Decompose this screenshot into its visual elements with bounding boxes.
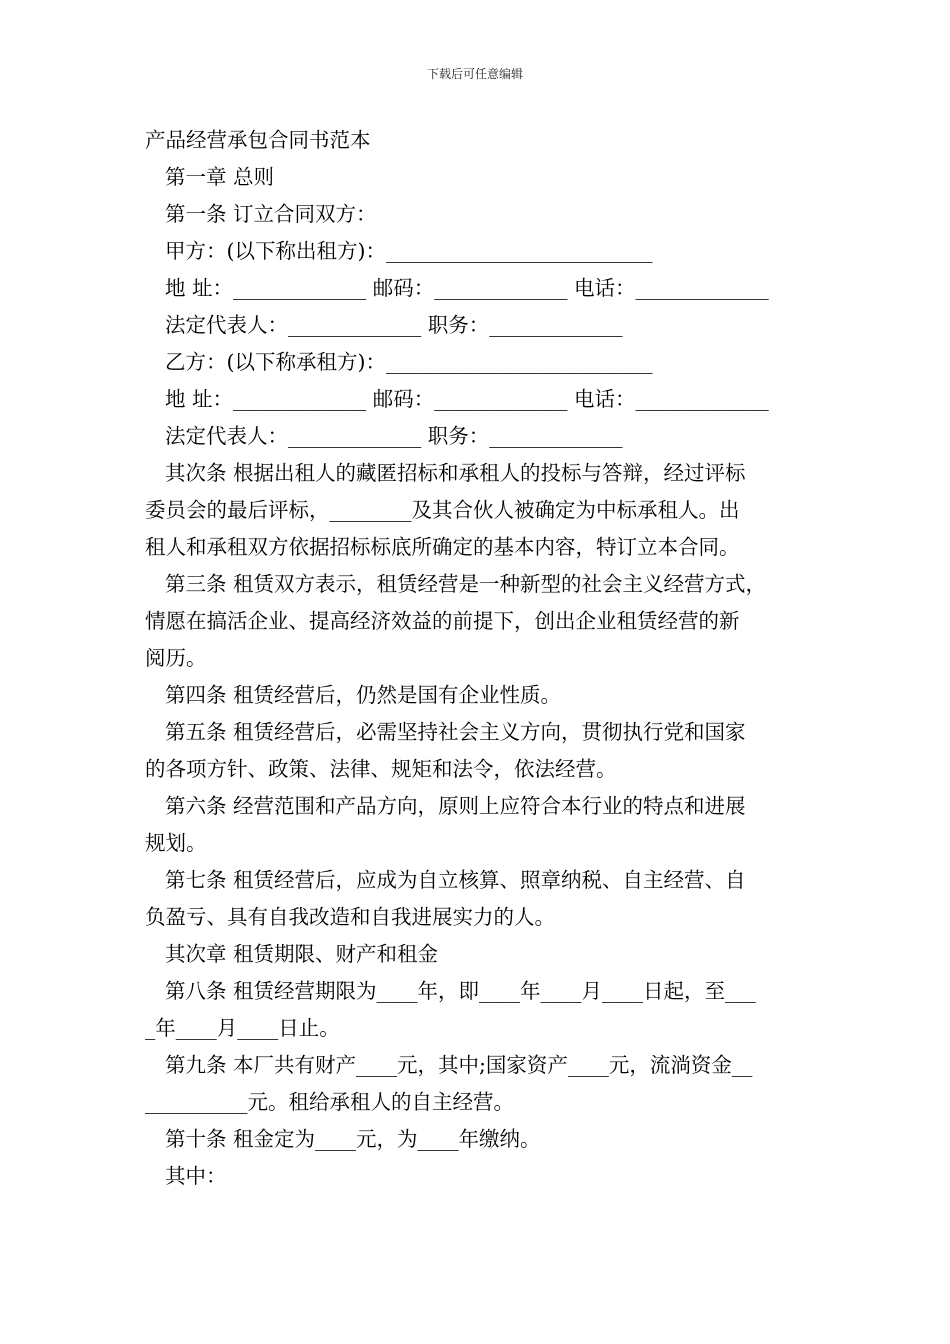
- document-title: 产品经营承包合同书范本: [145, 128, 371, 152]
- article-line: 第四条 租赁经营后，仍然是国有企业性质。: [165, 683, 562, 707]
- article-continuation-line: _年____月____日止。: [145, 1016, 340, 1040]
- article-line: 第三条 租赁双方表示，租赁经营是一种新型的社会主义经营方式，: [165, 572, 767, 596]
- article-line: 第十条 租金定为____元，为____年缴纳。: [165, 1127, 541, 1151]
- party-b-representative-line: 法定代表人：_____________ 职务：_____________: [165, 424, 623, 448]
- article-continuation-line: __________元。租给承租人的自主经营。: [145, 1090, 514, 1114]
- article-continuation-line: 负盈亏、具有自我改造和自我进展实力的人。: [145, 905, 555, 929]
- article-continuation-line: 租人和承租双方依据招标标底所确定的基本内容，特订立本合同。: [145, 535, 740, 559]
- article-line: 第八条 租赁经营期限为____年，即____年____月____日起，至___: [165, 979, 756, 1003]
- article-continuation-line: 情愿在搞活企业、提高经济效益的前提下，创出企业租赁经营的新: [145, 609, 740, 633]
- party-b-line: 乙方：(以下称承租方)：__________________________: [165, 350, 653, 374]
- article-continuation-line: 阅历。: [145, 646, 207, 670]
- article-line: 第五条 租赁经营后，必需坚持社会主义方向，贯彻执行党和国家: [165, 720, 746, 744]
- article-continuation-line: 的各项方针、政策、法律、规矩和法令，依法经营。: [145, 757, 617, 781]
- chapter-heading: 其次章 租赁期限、财产和租金: [165, 942, 439, 966]
- party-a-line: 甲方：(以下称出租方)：__________________________: [165, 239, 653, 263]
- article-line: 第七条 租赁经营后，应成为自立核算、照章纳税、自主经营、自: [165, 868, 746, 892]
- article-line: 第六条 经营范围和产品方向，原则上应符合本行业的特点和进展: [165, 794, 746, 818]
- article-continuation-line: 委员会的最后评标，________及其合伙人被确定为中标承租人。出: [145, 498, 740, 522]
- article-line: 其次条 根据出租人的藏匿招标和承租人的投标与答辩，经过评标: [165, 461, 746, 485]
- party-a-representative-line: 法定代表人：_____________ 职务：_____________: [165, 313, 623, 337]
- article-continuation-line: 规划。: [145, 831, 207, 855]
- chapter-heading: 第一章 总则: [165, 165, 275, 189]
- document-body: [145, 122, 813, 1195]
- page-header-note: 下载后可任意编辑: [426, 67, 523, 81]
- article-line: 第九条 本厂共有财产____元，其中;国家资产____元，流淌资金__: [165, 1053, 753, 1077]
- article-line: 其中：: [165, 1164, 227, 1188]
- article-line: 第一条 订立合同双方：: [165, 202, 377, 226]
- party-a-address-line: 地 址：_____________ 邮码：_____________ 电话：_____________: [165, 276, 769, 300]
- party-b-address-line: 地 址：_____________ 邮码：_____________ 电话：_____________: [165, 387, 769, 411]
